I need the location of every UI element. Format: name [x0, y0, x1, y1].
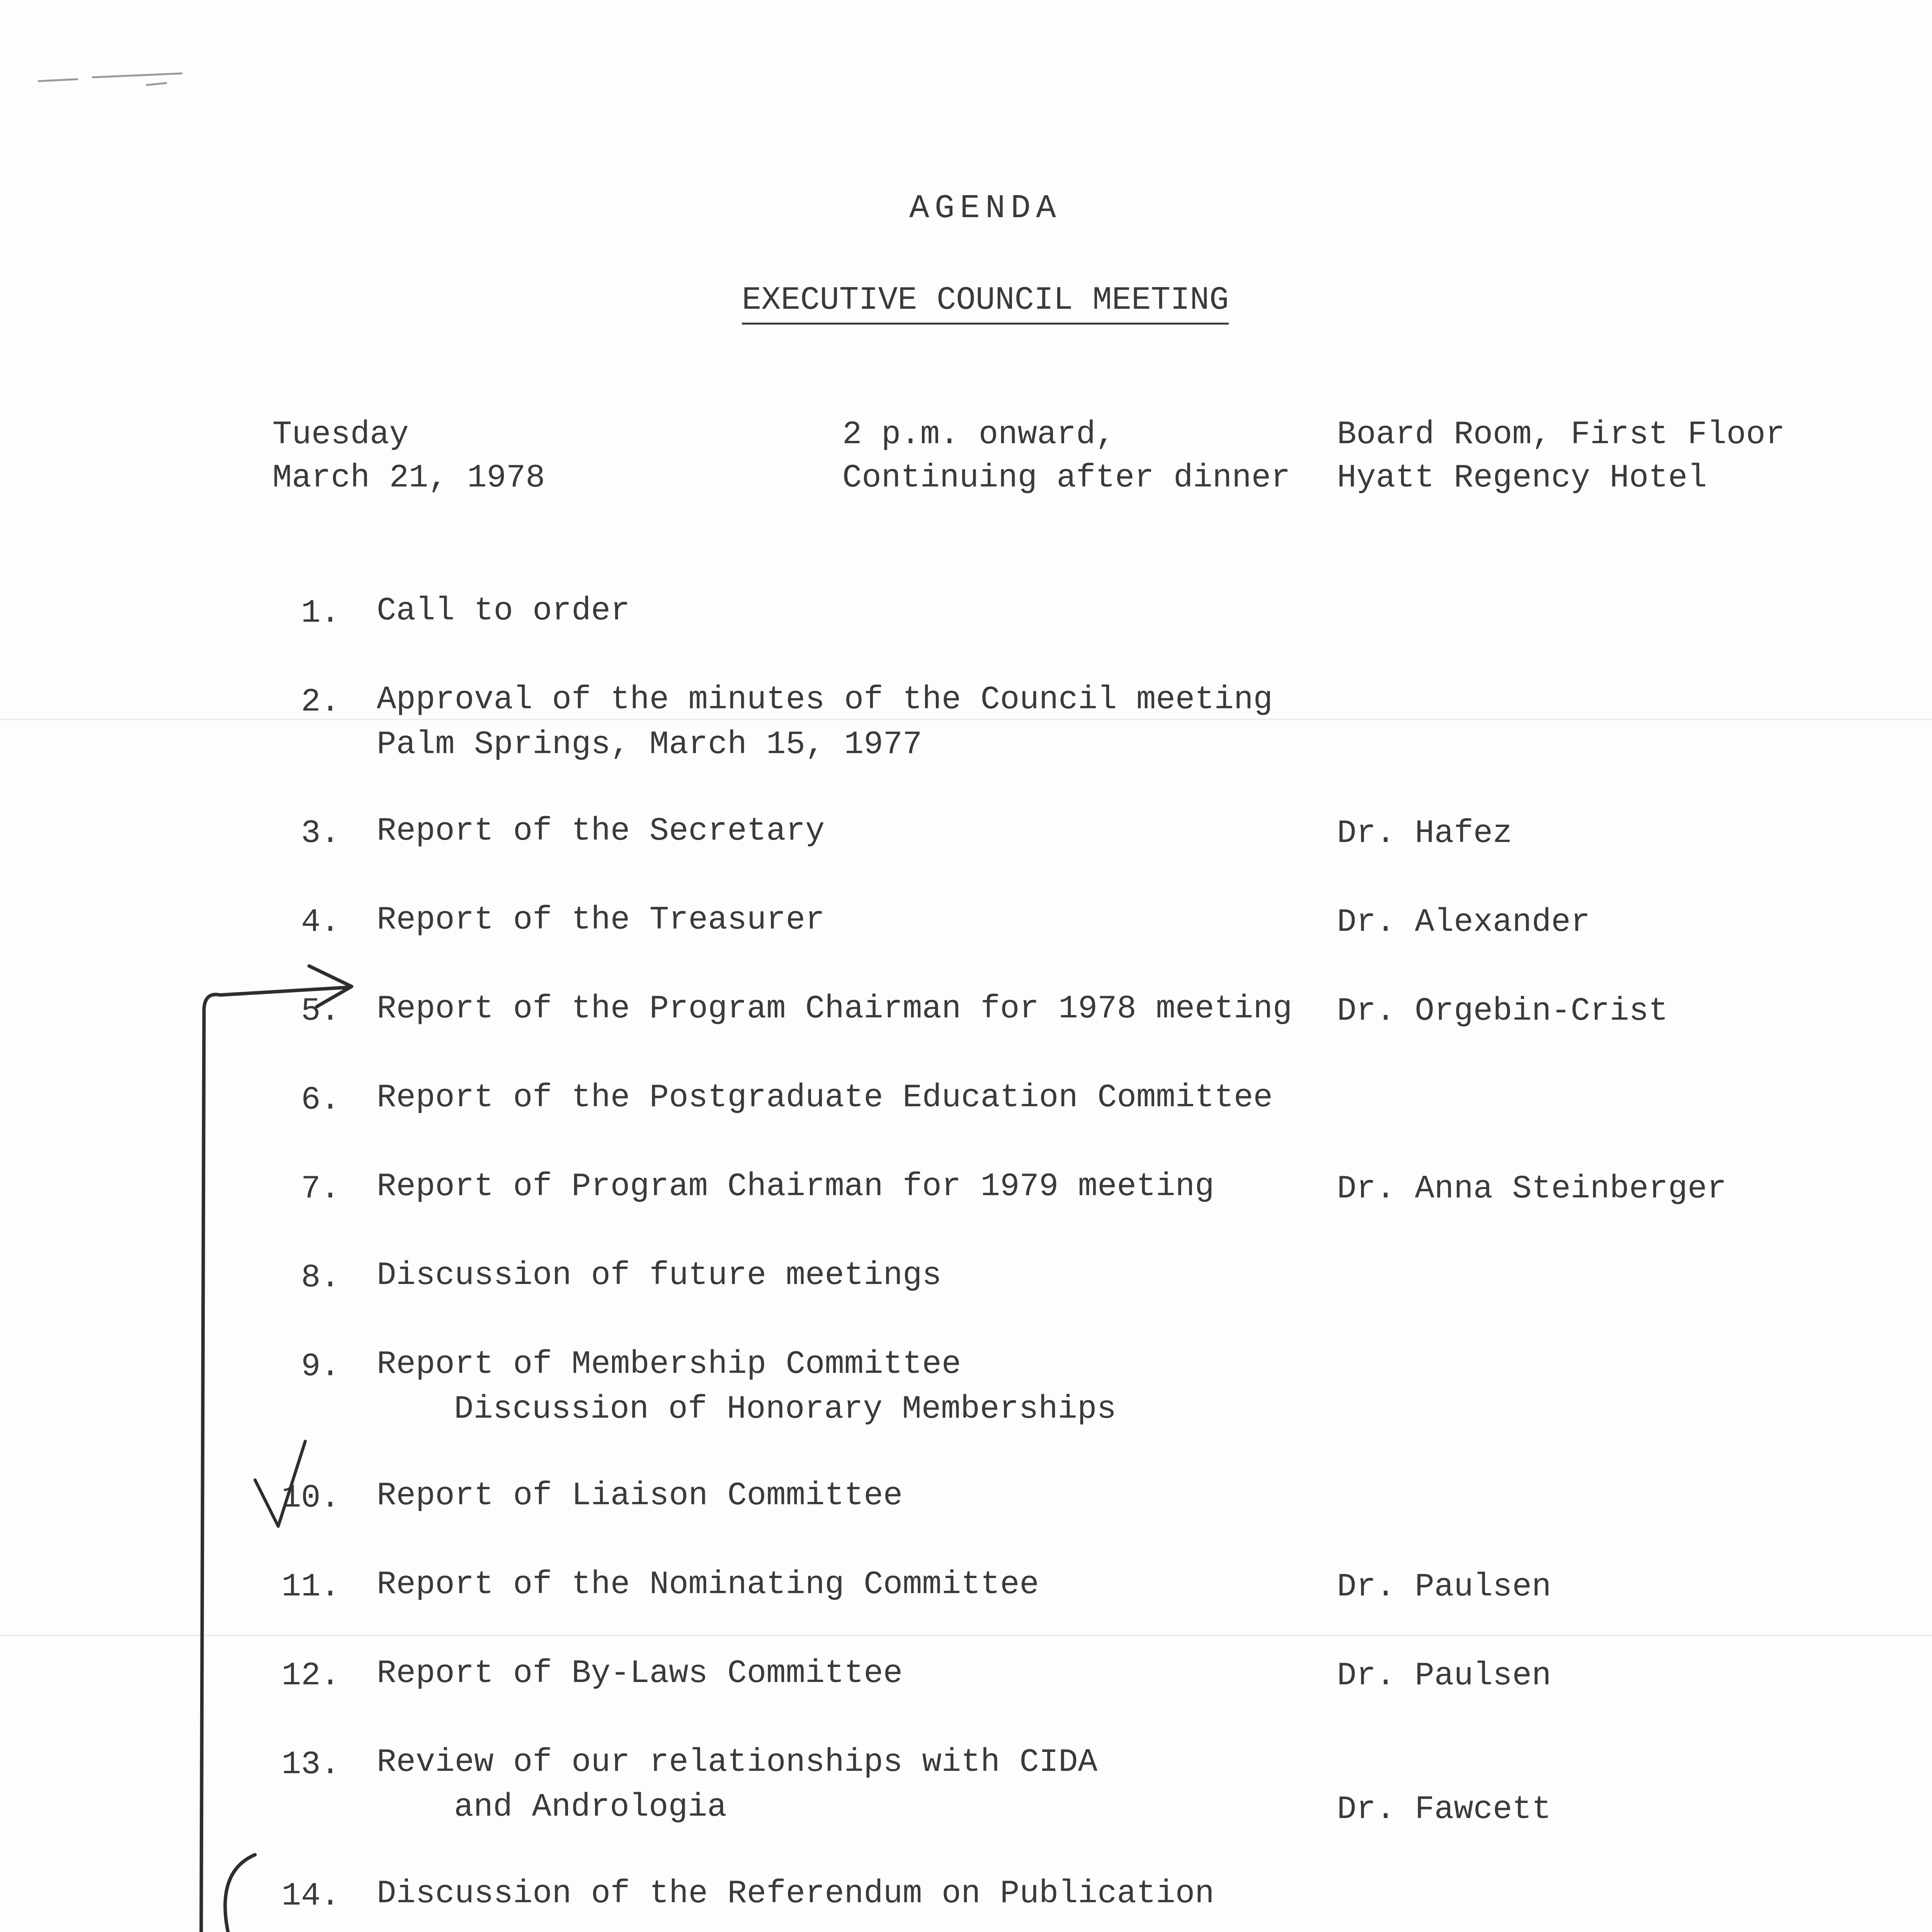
agenda-item-number: 12.: [281, 1658, 340, 1694]
agenda-item-number: 5.: [301, 993, 340, 1030]
meeting-venue: Hyatt Regency Hotel: [1337, 460, 1707, 497]
agenda-item-presenter: Dr. Paulsen: [1337, 1569, 1551, 1605]
agenda-item-presenter: Dr. Alexander: [1337, 904, 1590, 941]
agenda-item-title: Call to order: [377, 593, 630, 629]
agenda-item-presenter: Dr. Fawcett: [1337, 1791, 1551, 1828]
agenda-item-title: Report of Program Chairman for 1979 meeting: [377, 1168, 1214, 1205]
meeting-room: Board Room, First Floor: [1337, 417, 1785, 453]
agenda-item-title: Report of the Postgraduate Education Committee: [377, 1080, 1273, 1116]
meeting-date: March 21, 1978: [272, 460, 545, 497]
agenda-item-title: Report of the Nominating Committee: [377, 1566, 1039, 1603]
meeting-time: 2 p.m. onward,: [842, 417, 1115, 453]
agenda-item-presenter: Dr. Paulsen: [1337, 1658, 1551, 1694]
agenda-item-number: 8.: [301, 1260, 340, 1296]
agenda-item-title: Discussion of future meetings: [377, 1257, 942, 1294]
agenda-item-number: 6.: [301, 1082, 340, 1119]
agenda-item-number: 3.: [301, 815, 340, 852]
agenda-item-number: 9.: [301, 1349, 340, 1385]
meeting-day: Tuesday: [272, 417, 409, 453]
agenda-item-number: 11.: [281, 1569, 340, 1605]
agenda-item-title: Report of the Secretary: [377, 813, 825, 850]
agenda-item-title: Review of our relationships with CIDA: [377, 1744, 1098, 1781]
agenda-item-number: 13.: [281, 1747, 340, 1783]
agenda-item-title: Report of the Treasurer: [377, 902, 825, 939]
agenda-item-number: 4.: [301, 904, 340, 941]
agenda-item-title: Report of By-Laws Committee: [377, 1655, 903, 1692]
agenda-item-subline: Palm Springs, March 15, 1977: [377, 726, 922, 763]
agenda-item-number: 2.: [301, 684, 340, 721]
agenda-item-number: 7.: [301, 1171, 340, 1208]
agenda-item-presenter: Dr. Hafez: [1337, 815, 1512, 852]
arrow-shaft-mark: [220, 987, 350, 995]
agenda-item-title: Report of Membership Committee: [377, 1346, 961, 1383]
agenda-item-number: 14.: [281, 1878, 340, 1915]
agenda-item-subline: and Andrologia: [454, 1789, 727, 1826]
agenda-item-presenter: Dr. Anna Steinberger: [1337, 1171, 1727, 1208]
agenda-item-title: Discussion of the Referendum on Publication: [377, 1876, 1214, 1912]
agenda-item-number: 10.: [281, 1480, 340, 1517]
curly-brace-mark: [205, 1855, 270, 1932]
bracket-line-mark: [201, 995, 220, 1932]
smudge-mark: [39, 73, 182, 85]
agenda-item-title: Report of the Program Chairman for 1978 meeting: [377, 991, 1293, 1027]
check-mark-icon: [255, 1441, 305, 1526]
agenda-title: AGENDA: [909, 189, 1061, 227]
agenda-item-subline: Discussion of Honorary Memberships: [454, 1391, 1116, 1428]
agenda-subtitle-text: EXECUTIVE COUNCIL MEETING: [742, 282, 1229, 325]
meeting-time-note: Continuing after dinner: [842, 460, 1291, 497]
agenda-item-title: Approval of the minutes of the Council meeting: [377, 682, 1273, 718]
agenda-item-title: Report of Liaison Committee: [377, 1478, 903, 1514]
agenda-item-presenter: Dr. Orgebin-Crist: [1337, 993, 1668, 1030]
agenda-item-number: 1.: [301, 595, 340, 632]
